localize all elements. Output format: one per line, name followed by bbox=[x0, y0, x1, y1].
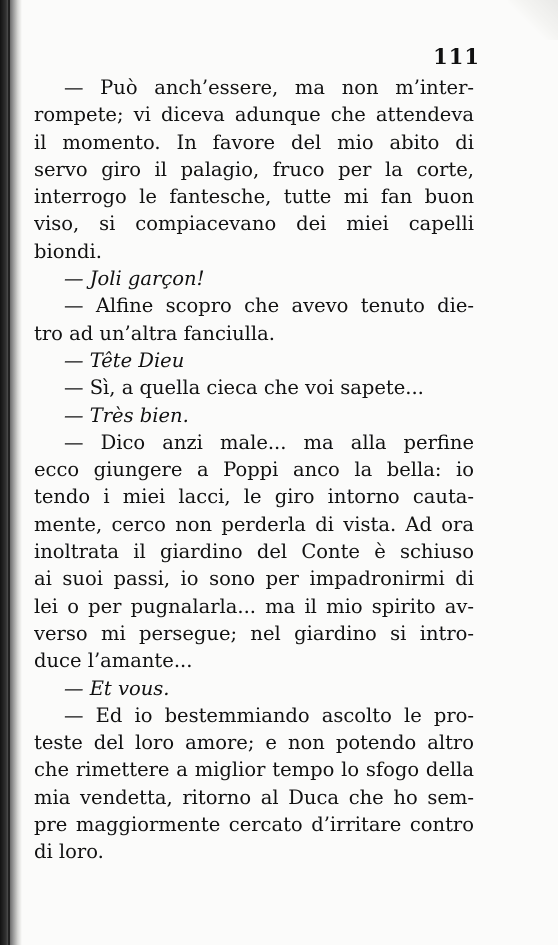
book-spine-shadow bbox=[0, 0, 22, 945]
text-line: pre maggiormente cercato d’irritare contro bbox=[34, 813, 474, 837]
text-line: — Très bien. bbox=[64, 403, 189, 427]
text-line: — Tête Dieu bbox=[64, 348, 185, 372]
text-line: lei o per pugnalarla... ma il mio spirito av- bbox=[34, 594, 474, 618]
text-line: mia vendetta, ritorno al Duca che ho sem- bbox=[34, 785, 474, 809]
text-line: mente, cerco non perderla di vista. Ad ora bbox=[34, 512, 474, 536]
text-line: — Può anch’essere, ma non m’inter- bbox=[64, 76, 474, 99]
text-line: — Joli garçon! bbox=[64, 267, 205, 291]
page-corner bbox=[508, 0, 558, 40]
text-line: rompete; vi diceva adunque che attendeva bbox=[34, 103, 474, 127]
text-line: — Dico anzi male... ma alla perfine bbox=[64, 430, 474, 454]
text-line: servo giro il palagio, fruco per la corte, bbox=[34, 157, 474, 181]
page-number: 111 bbox=[433, 44, 480, 69]
text-line: ai suoi passi, io sono per impadronirmi di bbox=[34, 567, 474, 591]
text-line: tendo i miei lacci, le giro intorno cauta- bbox=[34, 485, 474, 509]
text-line: teste del loro amore; e non potendo altro bbox=[34, 731, 474, 755]
text-line: verso mi persegue; nel giardino si intro- bbox=[34, 621, 474, 645]
text-line: che rimettere a miglior tempo lo sfogo della bbox=[34, 758, 474, 782]
text-line: viso, si compiacevano dei miei capelli bbox=[34, 212, 474, 236]
page-text bbox=[34, 74, 474, 866]
text-line: tro ad un’altra fanciulla. bbox=[34, 321, 275, 345]
text-line: interrogo le fantesche, tutte mi fan buon bbox=[34, 185, 474, 209]
text-line: — Et vous. bbox=[64, 676, 170, 700]
text-line: inoltrata il giardino del Conte è schiuso bbox=[34, 540, 474, 564]
text-line: il momento. In favore del mio abito di bbox=[34, 130, 474, 154]
text-line: biondi. bbox=[34, 239, 102, 263]
binding-edge bbox=[8, 0, 10, 945]
text-line: — Sì, a quella cieca che voi sapete... bbox=[64, 376, 424, 400]
text-line: — Alfine scopro che avevo tenuto die- bbox=[64, 294, 474, 318]
text-line: — Ed io bestemmiando ascolto le pro- bbox=[64, 703, 474, 727]
text-line: duce l’amante... bbox=[34, 649, 193, 673]
text-line: di loro. bbox=[34, 840, 104, 864]
text-line: ecco giungere a Poppi anco la bella: io bbox=[34, 458, 474, 482]
